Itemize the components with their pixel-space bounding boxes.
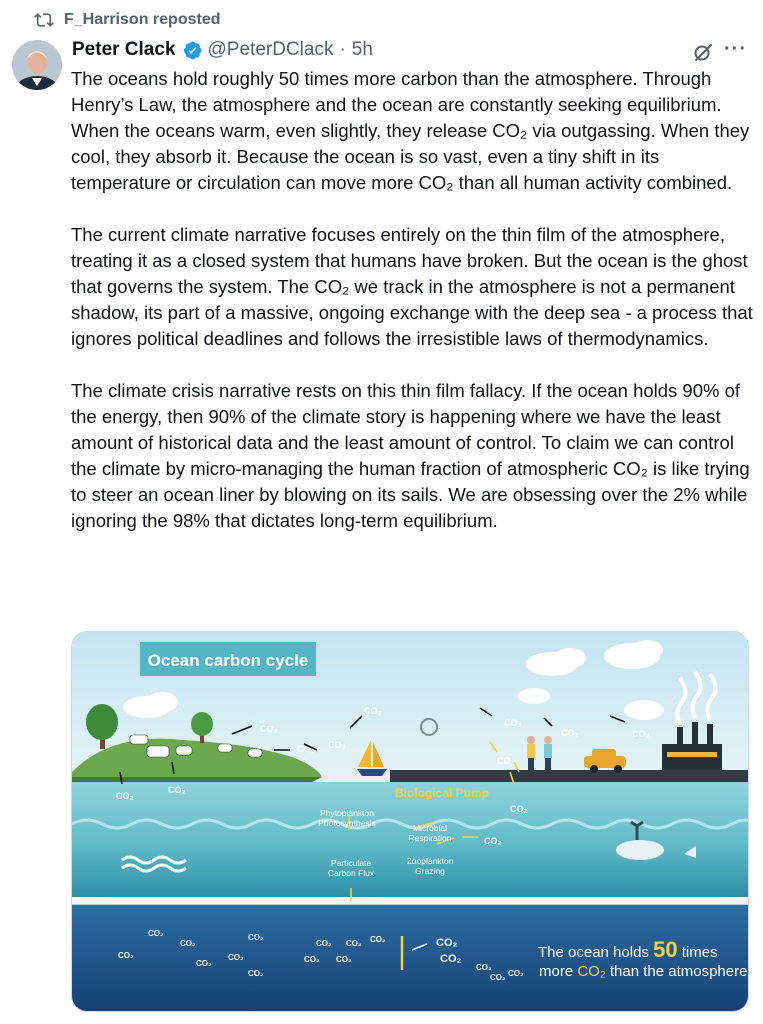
co2-label: CO₂ [510,804,528,814]
repost-icon [34,10,54,30]
tweet-paragraph-1: The oceans hold roughly 50 times more carbon than the atmosphere. Through Henry’s Law, the atmosphere and the ocean are constantly seeking equilibrium. When the oceans warm, even slightly, they release CO₂ via outgassing. When they cool, they absorb it. Because the ocean is so vast, even a tiny shift in its temperature or circulation can move more CO₂ than all human activity combined. [71,68,750,193]
footer-line-1: The ocean holds 50 times [538,937,718,962]
tweet-header [72,37,373,63]
co2-label: CO₂ [346,939,362,948]
more-options-icon[interactable]: ··· [724,38,747,60]
grok-icon[interactable] [693,42,713,62]
respiration-label: Respiration [408,833,452,843]
co2-label: CO₂ [116,791,134,801]
co2-label: CO₂ [436,937,458,949]
footer-line-2: more CO₂ than the atmosphere [539,963,748,980]
grazing-label: Grazing [415,866,445,876]
photosynthesis-label: Photosynthesis [318,818,376,828]
repost-indicator[interactable] [34,9,220,31]
carbon-flux-label: Carbon Flux [327,868,375,878]
co2-label: CO₂ [297,744,315,754]
phytoplankton-label: Phytoplankton [320,808,374,818]
co2-label: CO₂ [476,963,492,972]
co2-label: CO₂ [632,729,650,739]
co2-label: CO₂ [561,728,579,738]
ocean-carbon-cycle-infographic [72,632,749,1012]
co2-label: CO₂ [228,953,244,962]
co2-label: CO₂ [328,740,346,750]
separator-dot: · [339,39,346,60]
co2-label: CO₂ [336,955,352,964]
co2-label: CO₂ [168,785,186,795]
co2-label: CO₂ [248,933,264,942]
repost-label: F_Harrison reposted [64,11,221,28]
co2-label: CO₂ [316,939,332,948]
co2-label: CO₂ [484,836,502,846]
tweet-paragraph-3: The climate crisis narrative rests on this thin film fallacy. If the ocean holds 90% of the energy, then 90% of the climate story is happening where we have the least amount of historical data and the least amount of control. To claim we can control the climate by micro-managing the human fraction of atmospheric CO₂ is like trying to steer an ocean liner by blowing on its sails. We are obsessing over the 2% while ignoring the 98% that dictates long-term equilibrium. [71,380,750,531]
biological-pump-label: Biological Pump [395,786,490,800]
co2-label: CO₂ [148,929,164,938]
co2-label: CO₂ [440,953,462,965]
verified-badge-icon [182,40,203,61]
post-time[interactable]: 5h [351,39,373,60]
avatar[interactable] [12,40,62,90]
co2-label: CO₂ [180,939,196,948]
infographic-title: Ocean carbon cycle [147,651,309,670]
tweet-paragraph-2: The current climate narrative focuses entirely on the thin film of the atmosphere, treating it as a closed system that humans have broken. But the ocean is the ghost that governs the system. The CO₂ we track in the atmosphere is not a permanent shadow, its part of a massive, ongoing exchange with the deep sea - a process that ignores political deadlines and follows the irresistible laws of thermodynamics. [71,224,753,349]
co2-label: CO₂ [118,951,134,960]
microbial-label: Microbial [412,823,448,833]
attached-image[interactable] [71,631,749,1012]
particulate-label: Particulate [330,858,372,868]
co2-label: CO₂ [304,955,320,964]
coastline [390,770,749,782]
co2-label: CO₂ [370,935,386,944]
co2-label: CO₂ [504,718,522,728]
co2-label: CO₂ [196,959,212,968]
author-name[interactable]: Peter Clack [72,39,176,60]
co2-label: CO₂ [364,706,382,716]
co2-label: CO₂ [497,756,515,766]
co2-label: CO₂ [248,969,264,978]
author-handle[interactable]: @PeterDClack [207,39,334,60]
zooplankton-label: Zooplankton [406,856,454,866]
co2-label: CO₂ [260,724,278,734]
co2-label: CO₂ [490,973,506,982]
co2-label: CO₂ [508,969,524,978]
tweet-text [71,66,759,560]
